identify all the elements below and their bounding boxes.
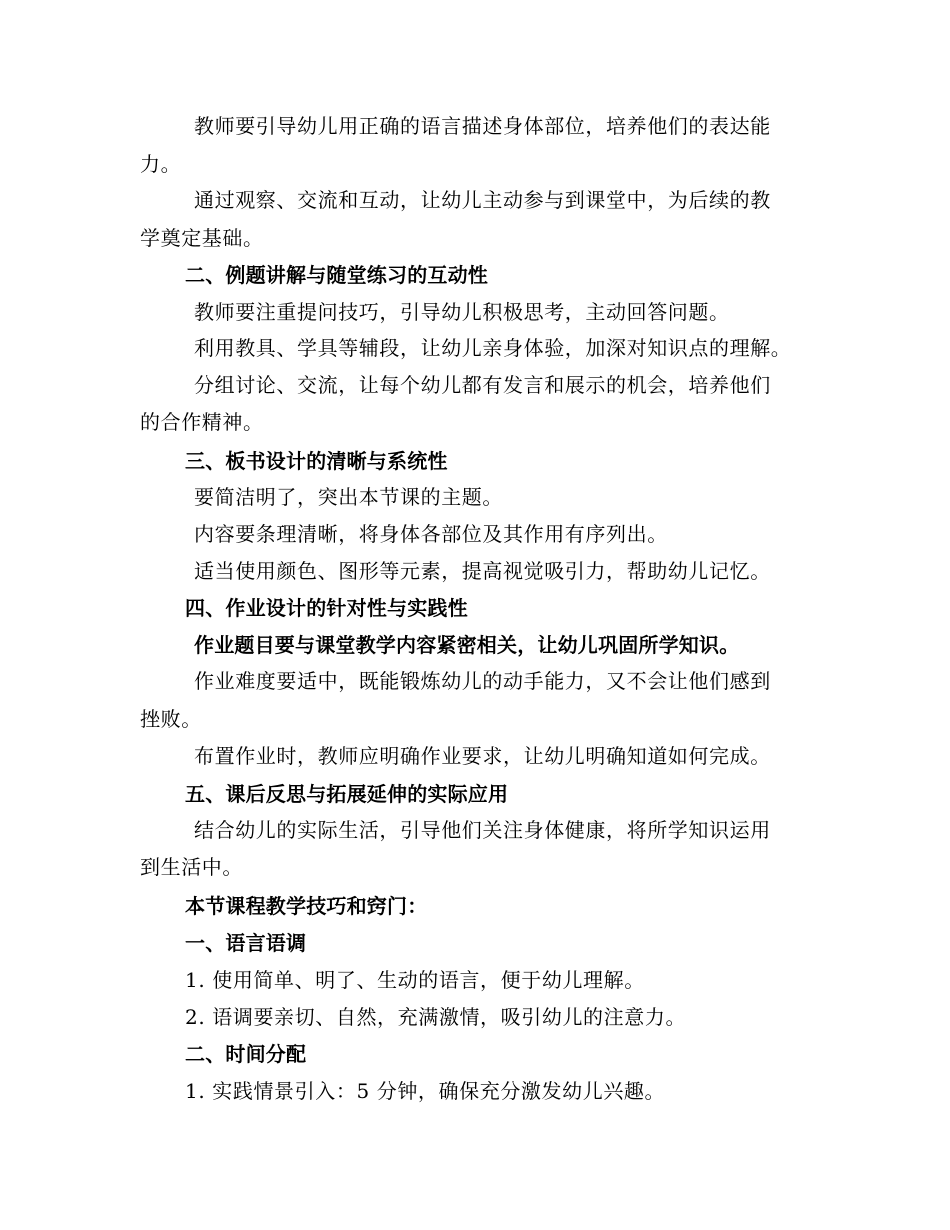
paragraph-line: 作业难度要适中，既能锻炼幼儿的动手能力，又不会让他们感到 (194, 669, 771, 693)
paragraph-line: 通过观察、交流和互动，让幼儿主动参与到课堂中，为后续的教 (194, 188, 771, 212)
paragraph-line: 挫败。 (140, 707, 202, 731)
paragraph-line: 教师要引导幼儿用正确的语言描述身体部位，培养他们的表达能 (194, 114, 771, 138)
paragraph-line: 要简洁明了，突出本节课的主题。 (194, 485, 503, 509)
paragraph-line: 布置作业时，教师应明确作业要求，让幼儿明确知道如何完成。 (194, 744, 771, 768)
section-heading: 四、作业设计的针对性与实践性 (185, 596, 468, 620)
paragraph-line: 分组讨论、交流，让每个幼儿都有发言和展示的机会，培养他们 (194, 373, 771, 397)
section-heading: 二、时间分配 (185, 1042, 307, 1066)
section-heading: 一、语言语调 (185, 931, 307, 955)
paragraph-line: 学奠定基础。 (140, 226, 264, 250)
list-item: 2. 语调要亲切、自然，充满激情，吸引幼儿的注意力。 (185, 1005, 687, 1029)
section-heading: 二、例题讲解与随堂练习的互动性 (185, 263, 488, 287)
tips-heading: 本节课程教学技巧和窍门： (185, 894, 428, 918)
paragraph-line: 教师要注重提问技巧，引导幼儿积极思考，主动回答问题。 (194, 300, 730, 324)
section-heading: 五、课后反思与拓展延伸的实际应用 (185, 782, 509, 806)
paragraph-line: 适当使用颜色、图形等元素，提高视觉吸引力，帮助幼儿记忆。 (194, 559, 771, 583)
paragraph-line: 力。 (140, 152, 182, 176)
list-item: 1. 使用简单、明了、生动的语言，便于幼儿理解。 (185, 968, 645, 992)
section-heading: 三、板书设计的清晰与系统性 (185, 449, 448, 473)
paragraph-line: 利用教具、学具等辅段，让幼儿亲身体验，加深对知识点的理解。 (194, 336, 792, 360)
paragraph-line: 结合幼儿的实际生活，引导他们关注身体健康，将所学知识运用 (194, 818, 771, 842)
paragraph-line: 的合作精神。 (140, 410, 264, 434)
list-item: 1. 实践情景引入：5 分钟，确保充分激发幼儿兴趣。 (185, 1079, 666, 1103)
paragraph-line: 到生活中。 (140, 855, 243, 879)
emphasized-line: 作业题目要与课堂教学内容紧密相关，让幼儿巩固所学知识。 (194, 633, 740, 657)
paragraph-line: 内容要条理清晰，将身体各部位及其作用有序列出。 (194, 522, 668, 546)
